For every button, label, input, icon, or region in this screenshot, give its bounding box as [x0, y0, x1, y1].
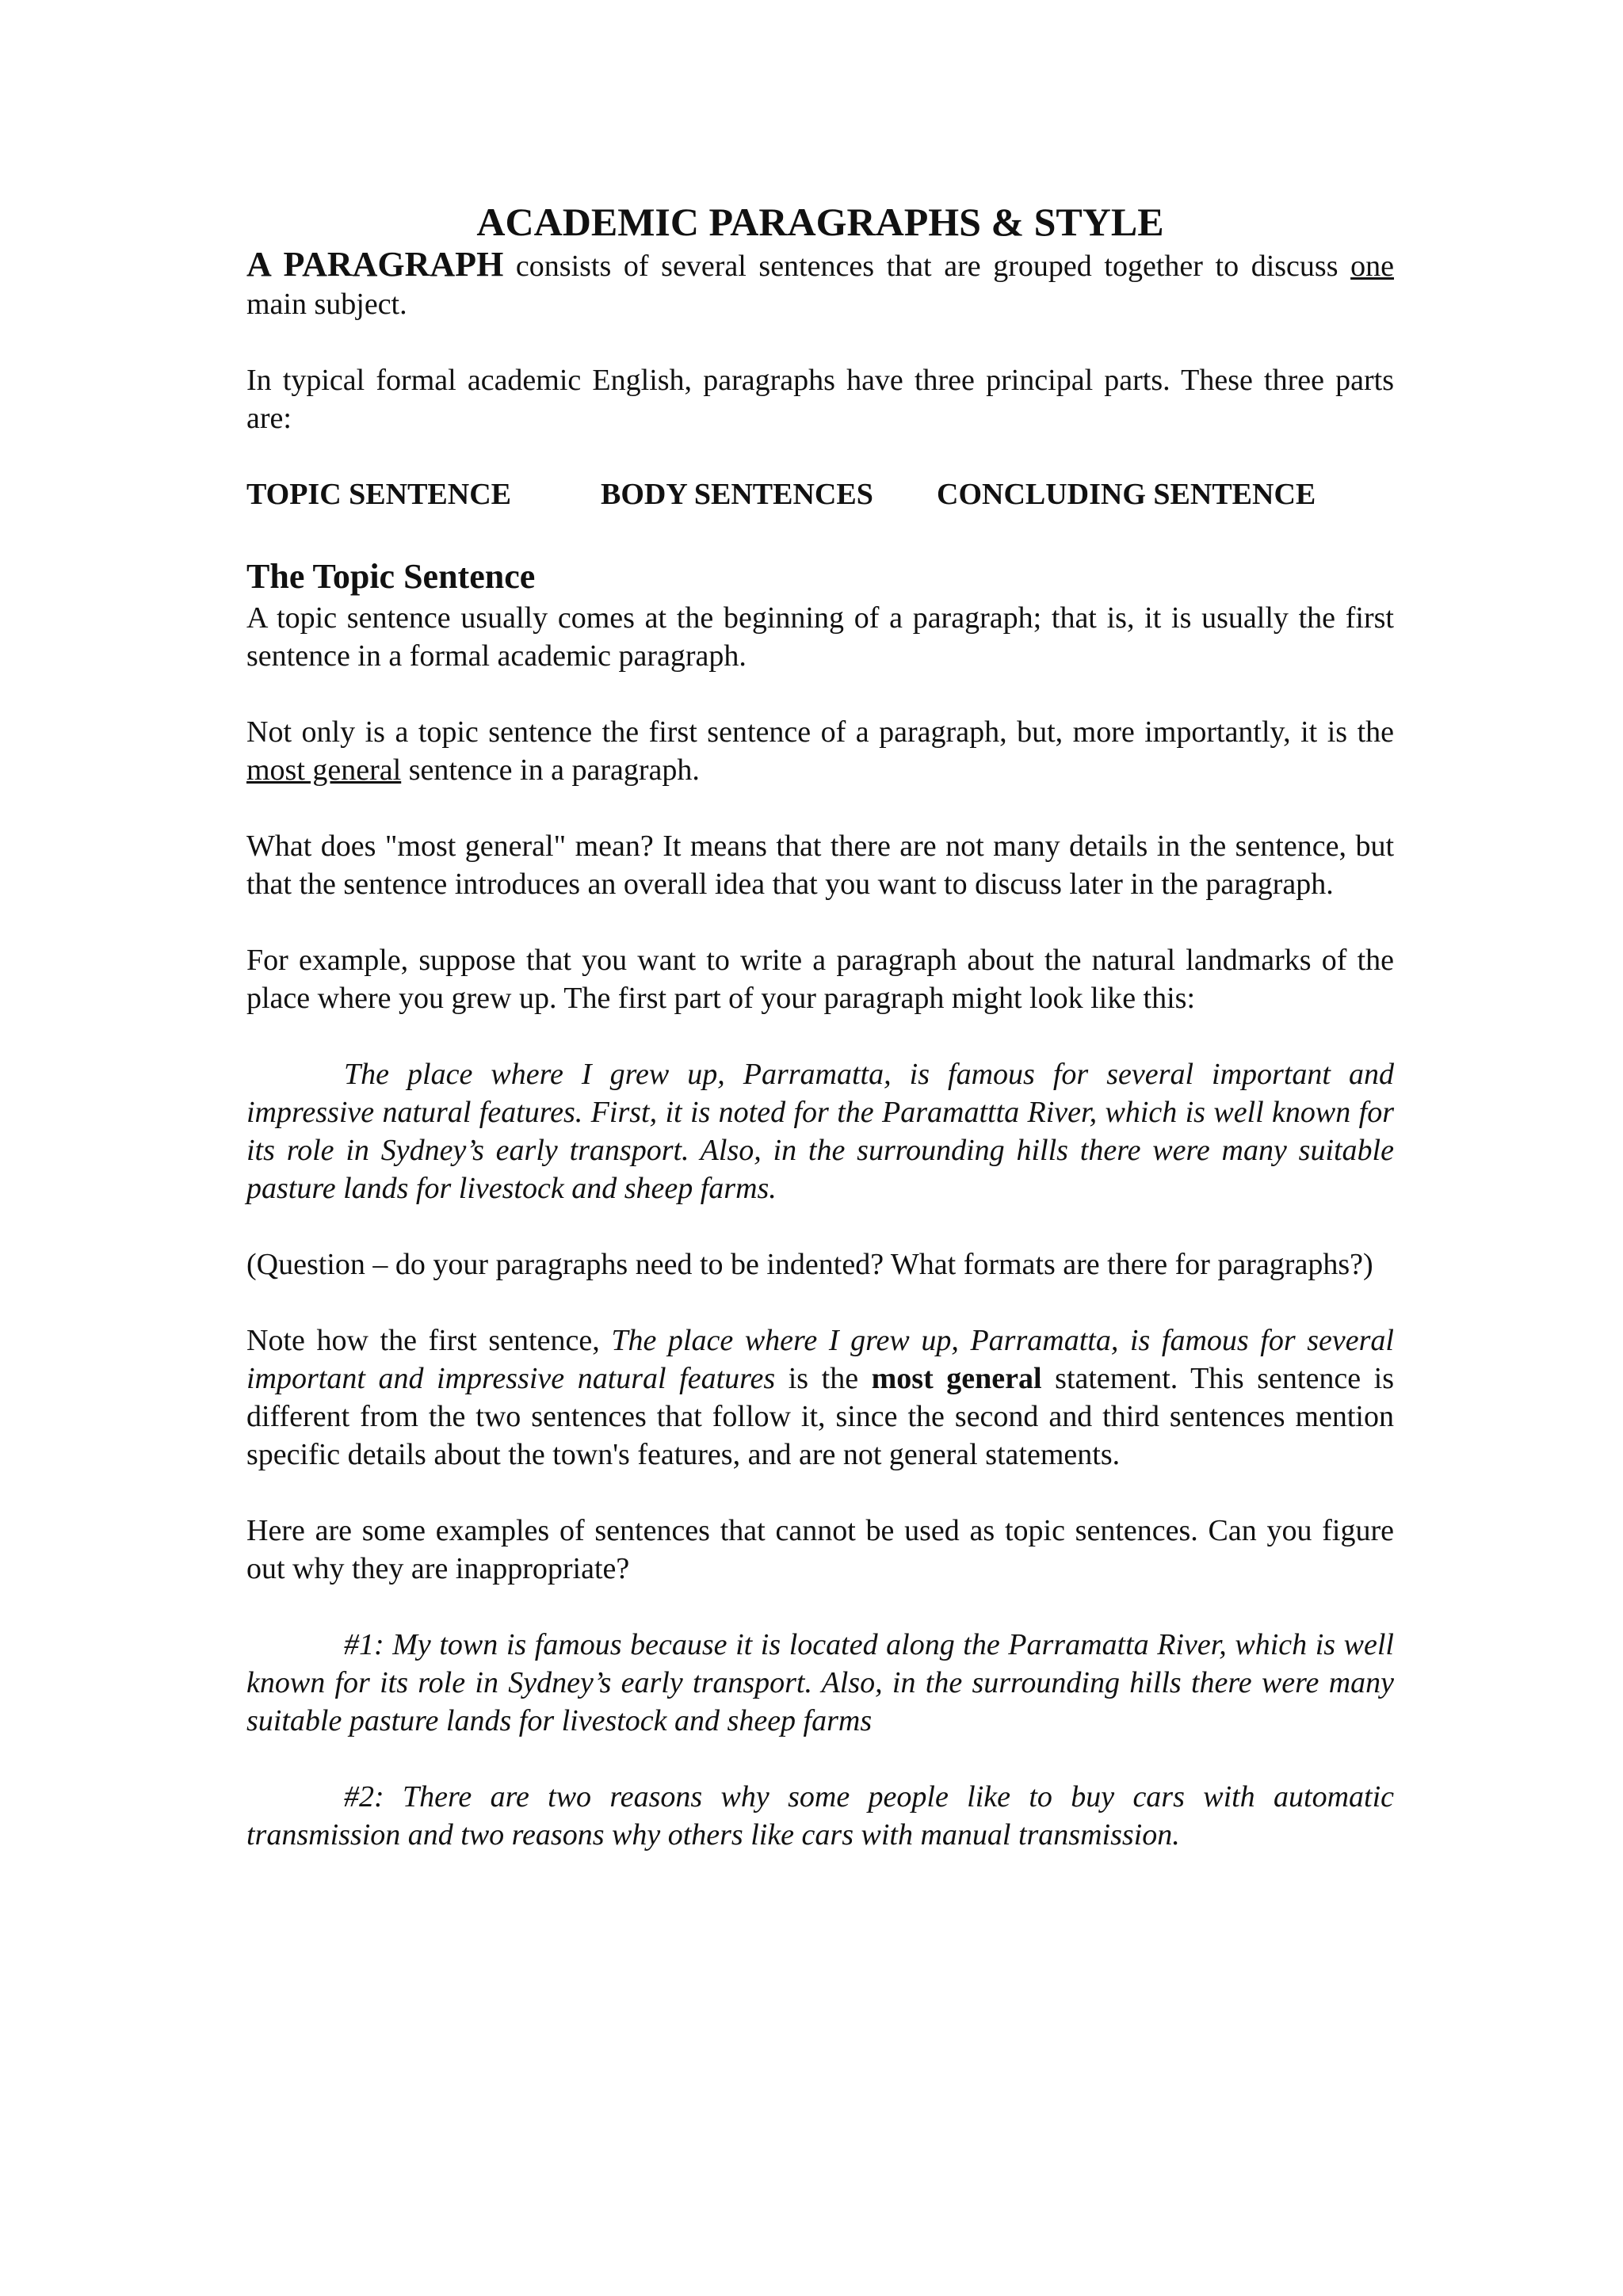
intro-paragraph	[246, 246, 1394, 323]
document-title: ACADEMIC PARAGRAPHS & STYLE	[476, 200, 1164, 244]
part-concluding-sentence: CONCLUDING SENTENCE	[937, 478, 1316, 511]
parts-intro-paragraph: In typical formal academic English, paragraphs have three principal parts. These three parts are:	[246, 364, 1394, 435]
p5-text-3: statement. This sentence is different from the two sentences that follow it, since the second and third sentences mention specific details about the town's features, and are not general statements.	[246, 1362, 1394, 1471]
paragraph-1: A topic sentence usually comes at the beginning of a paragraph; that is, it is usually the first sentence in a formal academic paragraph.	[246, 601, 1394, 673]
paragraph-5	[246, 1322, 1394, 1474]
intro-underlined-word: one	[1350, 250, 1394, 283]
intro-text-2: main subject.	[246, 288, 407, 321]
document-body	[246, 198, 1394, 1854]
example-paragraph-1: The place where I grew up, Parramatta, is famous for several important and impressive natural features. First, it is noted for the Paramattta River, which is well known for its role in Sydney’s early transport. Also, in the surrounding hills there were many suitable pasture lands for livestock and sheep farms.	[246, 1058, 1394, 1205]
example-paragraph-2: #1: My town is famous because it is located along the Parramatta River, which is well known for its role in Sydney’s early transport. Also, in the surrounding hills there were many suitable pasture lands for livestock and sheep farms	[246, 1628, 1394, 1737]
p5-text-2: is the	[775, 1362, 872, 1395]
paragraph-2	[246, 713, 1394, 789]
part-body-sentences: BODY SENTENCES	[601, 478, 873, 511]
example-paragraph-3: #2: There are two reasons why some people like to buy cars with automatic transmission and two reasons why others like cars with manual transmission.	[246, 1780, 1394, 1852]
part-topic-sentence: TOPIC SENTENCE	[246, 478, 512, 511]
p5-italic: The place where I grew up, Parramatta, is famous for several important and impressive natural features	[246, 1324, 1394, 1395]
p2-text-2: sentence in a paragraph.	[401, 753, 700, 787]
p5-text-1: Note how the first sentence,	[246, 1324, 612, 1357]
p5-bold: most general	[871, 1362, 1042, 1395]
intro-text-1: consists of several sentences that are grouped together to discuss	[503, 250, 1351, 283]
paragraph-4: For example, suppose that you want to write a paragraph about the natural landmarks of the place where you grew up. The first part of your paragraph might look like this:	[246, 944, 1394, 1015]
section-heading: The Topic Sentence	[246, 557, 536, 596]
intro-lead: A PARAGRAPH	[246, 245, 504, 284]
question-paragraph: (Question – do your paragraphs need to be indented? What formats are there for paragraphs?)	[246, 1248, 1373, 1281]
paragraph-6: Here are some examples of sentences that cannot be used as topic sentences. Can you figure out why they are inappropriate?	[246, 1514, 1394, 1585]
paragraph-3: What does "most general" mean? It means that there are not many details in the sentence, but that the sentence introduces an overall idea that you want to discuss later in the paragraph.	[246, 830, 1394, 901]
p2-text-1: Not only is a topic sentence the first sentence of a paragraph, but, more importantly, it is the	[246, 715, 1394, 749]
paragraph-parts-list	[246, 475, 1394, 513]
p2-underlined: most general	[246, 753, 402, 787]
